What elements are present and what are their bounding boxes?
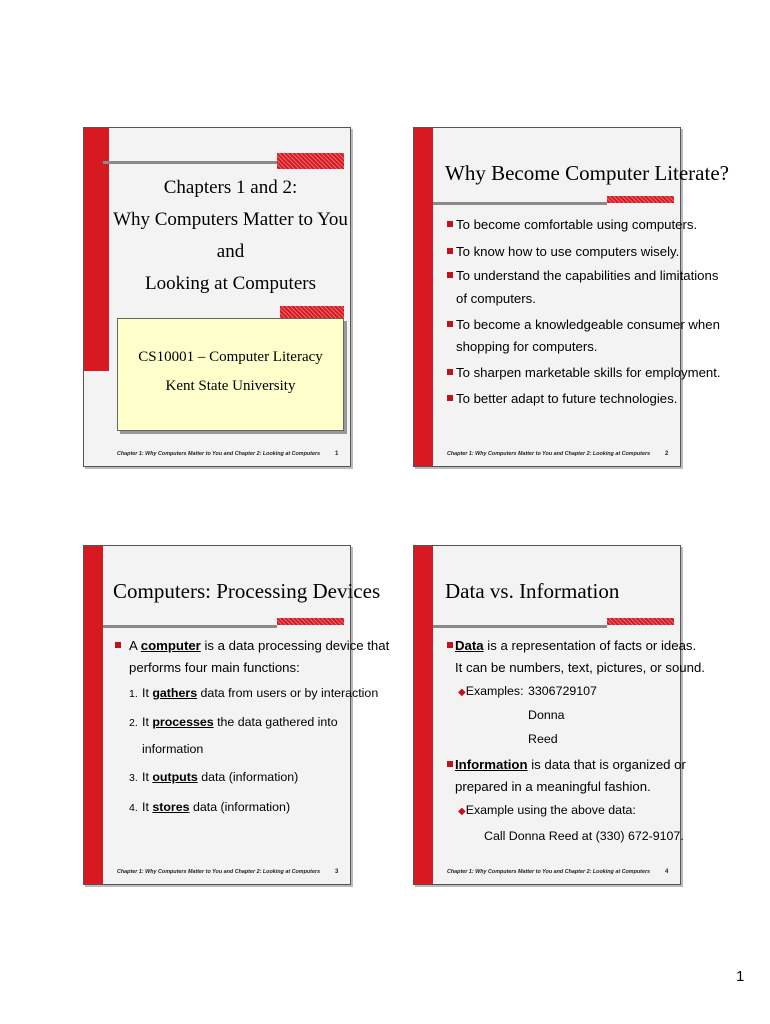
bullet-icon xyxy=(447,395,453,401)
term-information: Information xyxy=(455,757,528,772)
intro-text-continued: performs four main functions: xyxy=(129,660,300,675)
example-value: Donna xyxy=(528,708,565,722)
bullet-text: To become a knowledgeable consumer when xyxy=(456,317,720,332)
example-phone-sentence: Call Donna Reed at (330) 672-9107. xyxy=(484,829,684,843)
item-number: 1. xyxy=(129,688,138,700)
divider-line xyxy=(433,202,607,205)
example-using-data-label: ◆Example using the above data: xyxy=(458,803,636,817)
slide-footer: Chapter 1: Why Computers Matter to You and Chapter 2: Looking at Computers xyxy=(447,869,651,875)
slide-title: Computers: Processing Devices xyxy=(113,579,381,603)
slide-3 xyxy=(83,545,390,885)
slide-number: 1 xyxy=(335,451,339,457)
slide-number: 3 xyxy=(335,869,339,875)
slide-number: 2 xyxy=(665,451,669,457)
hatched-accent xyxy=(607,618,674,625)
slide-4 xyxy=(413,545,705,885)
hatched-accent xyxy=(607,196,674,203)
title-line-1: Chapters 1 and 2: xyxy=(163,177,298,198)
bullet-text: To sharpen marketable skills for employment. xyxy=(456,365,721,380)
slide-title: Why Become Computer Literate? xyxy=(445,161,729,185)
example-value: 3306729107 xyxy=(528,684,597,698)
item-number: 2. xyxy=(129,717,138,729)
bullet-icon xyxy=(447,321,453,327)
information-definition: Information is data that is organized or xyxy=(455,757,686,772)
slide-footer: Chapter 1: Why Computers Matter to You and Chapter 2: Looking at Computers xyxy=(447,451,651,457)
bullet-icon xyxy=(447,272,453,278)
data-definition: Data is a representation of facts or ideas. xyxy=(455,638,697,653)
diamond-bullet-icon: ◆ xyxy=(458,687,466,698)
function-item-continued: information xyxy=(142,742,204,756)
red-accent-bar xyxy=(414,546,433,884)
data-definition-continued: It can be numbers, text, pictures, or sound. xyxy=(455,660,705,675)
slide-title: Data vs. Information xyxy=(445,579,620,603)
bullet-icon xyxy=(115,642,121,648)
page-number: 1 xyxy=(736,968,745,985)
slide-footer: Chapter 1: Why Computers Matter to You and Chapter 2: Looking at Computers xyxy=(117,451,321,457)
term-computer: computer xyxy=(140,638,201,653)
university-name: Kent State University xyxy=(165,378,296,394)
function-item: It gathers data from users or by interaction xyxy=(142,686,379,700)
slide-number: 4 xyxy=(665,869,669,875)
bullet-icon xyxy=(447,248,453,254)
example-value: Reed xyxy=(528,732,558,746)
red-accent-bar xyxy=(84,546,103,884)
title-line-4: Looking at Computers xyxy=(145,273,316,294)
slide-footer: Chapter 1: Why Computers Matter to You and Chapter 2: Looking at Computers xyxy=(117,869,321,875)
bullet-icon xyxy=(447,761,453,767)
function-item: It outputs data (information) xyxy=(142,770,299,784)
bullet-text: To become comfortable using computers. xyxy=(456,217,698,232)
hatched-accent xyxy=(277,153,344,169)
bullet-text: To know how to use computers wisely. xyxy=(456,244,680,259)
function-item: It processes the data gathered into xyxy=(142,715,338,729)
subtitle-box xyxy=(117,318,344,431)
bullet-text: To better adapt to future technologies. xyxy=(456,391,678,406)
bullet-icon xyxy=(447,642,453,648)
function-item: It stores data (information) xyxy=(142,800,291,814)
bullet-icon xyxy=(447,221,453,227)
diamond-bullet-icon: ◆ xyxy=(458,806,466,817)
hatched-accent xyxy=(277,618,344,625)
divider-line xyxy=(433,625,607,628)
title-line-3: and xyxy=(216,241,245,262)
bullet-text-continued: shopping for computers. xyxy=(456,339,598,354)
title-line-2: Why Computers Matter to You xyxy=(113,209,348,230)
course-name: CS10001 – Computer Literacy xyxy=(138,349,323,365)
divider-line xyxy=(103,625,277,628)
item-number: 4. xyxy=(129,802,138,814)
item-number: 3. xyxy=(129,772,138,784)
bullet-text: To understand the capabilities and limitations xyxy=(456,268,719,283)
slide-2 xyxy=(413,127,729,467)
term-data: Data xyxy=(455,638,484,653)
bullet-icon xyxy=(447,369,453,375)
slide-1 xyxy=(83,127,351,467)
examples-label: ◆Examples: xyxy=(458,684,524,698)
red-accent-bar xyxy=(414,128,433,466)
information-definition-continued: prepared in a meaningful fashion. xyxy=(455,779,651,794)
bullet-text-continued: of computers. xyxy=(456,291,536,306)
intro-text: A computer is a data processing device that xyxy=(129,638,390,653)
red-accent-bar xyxy=(84,128,109,371)
